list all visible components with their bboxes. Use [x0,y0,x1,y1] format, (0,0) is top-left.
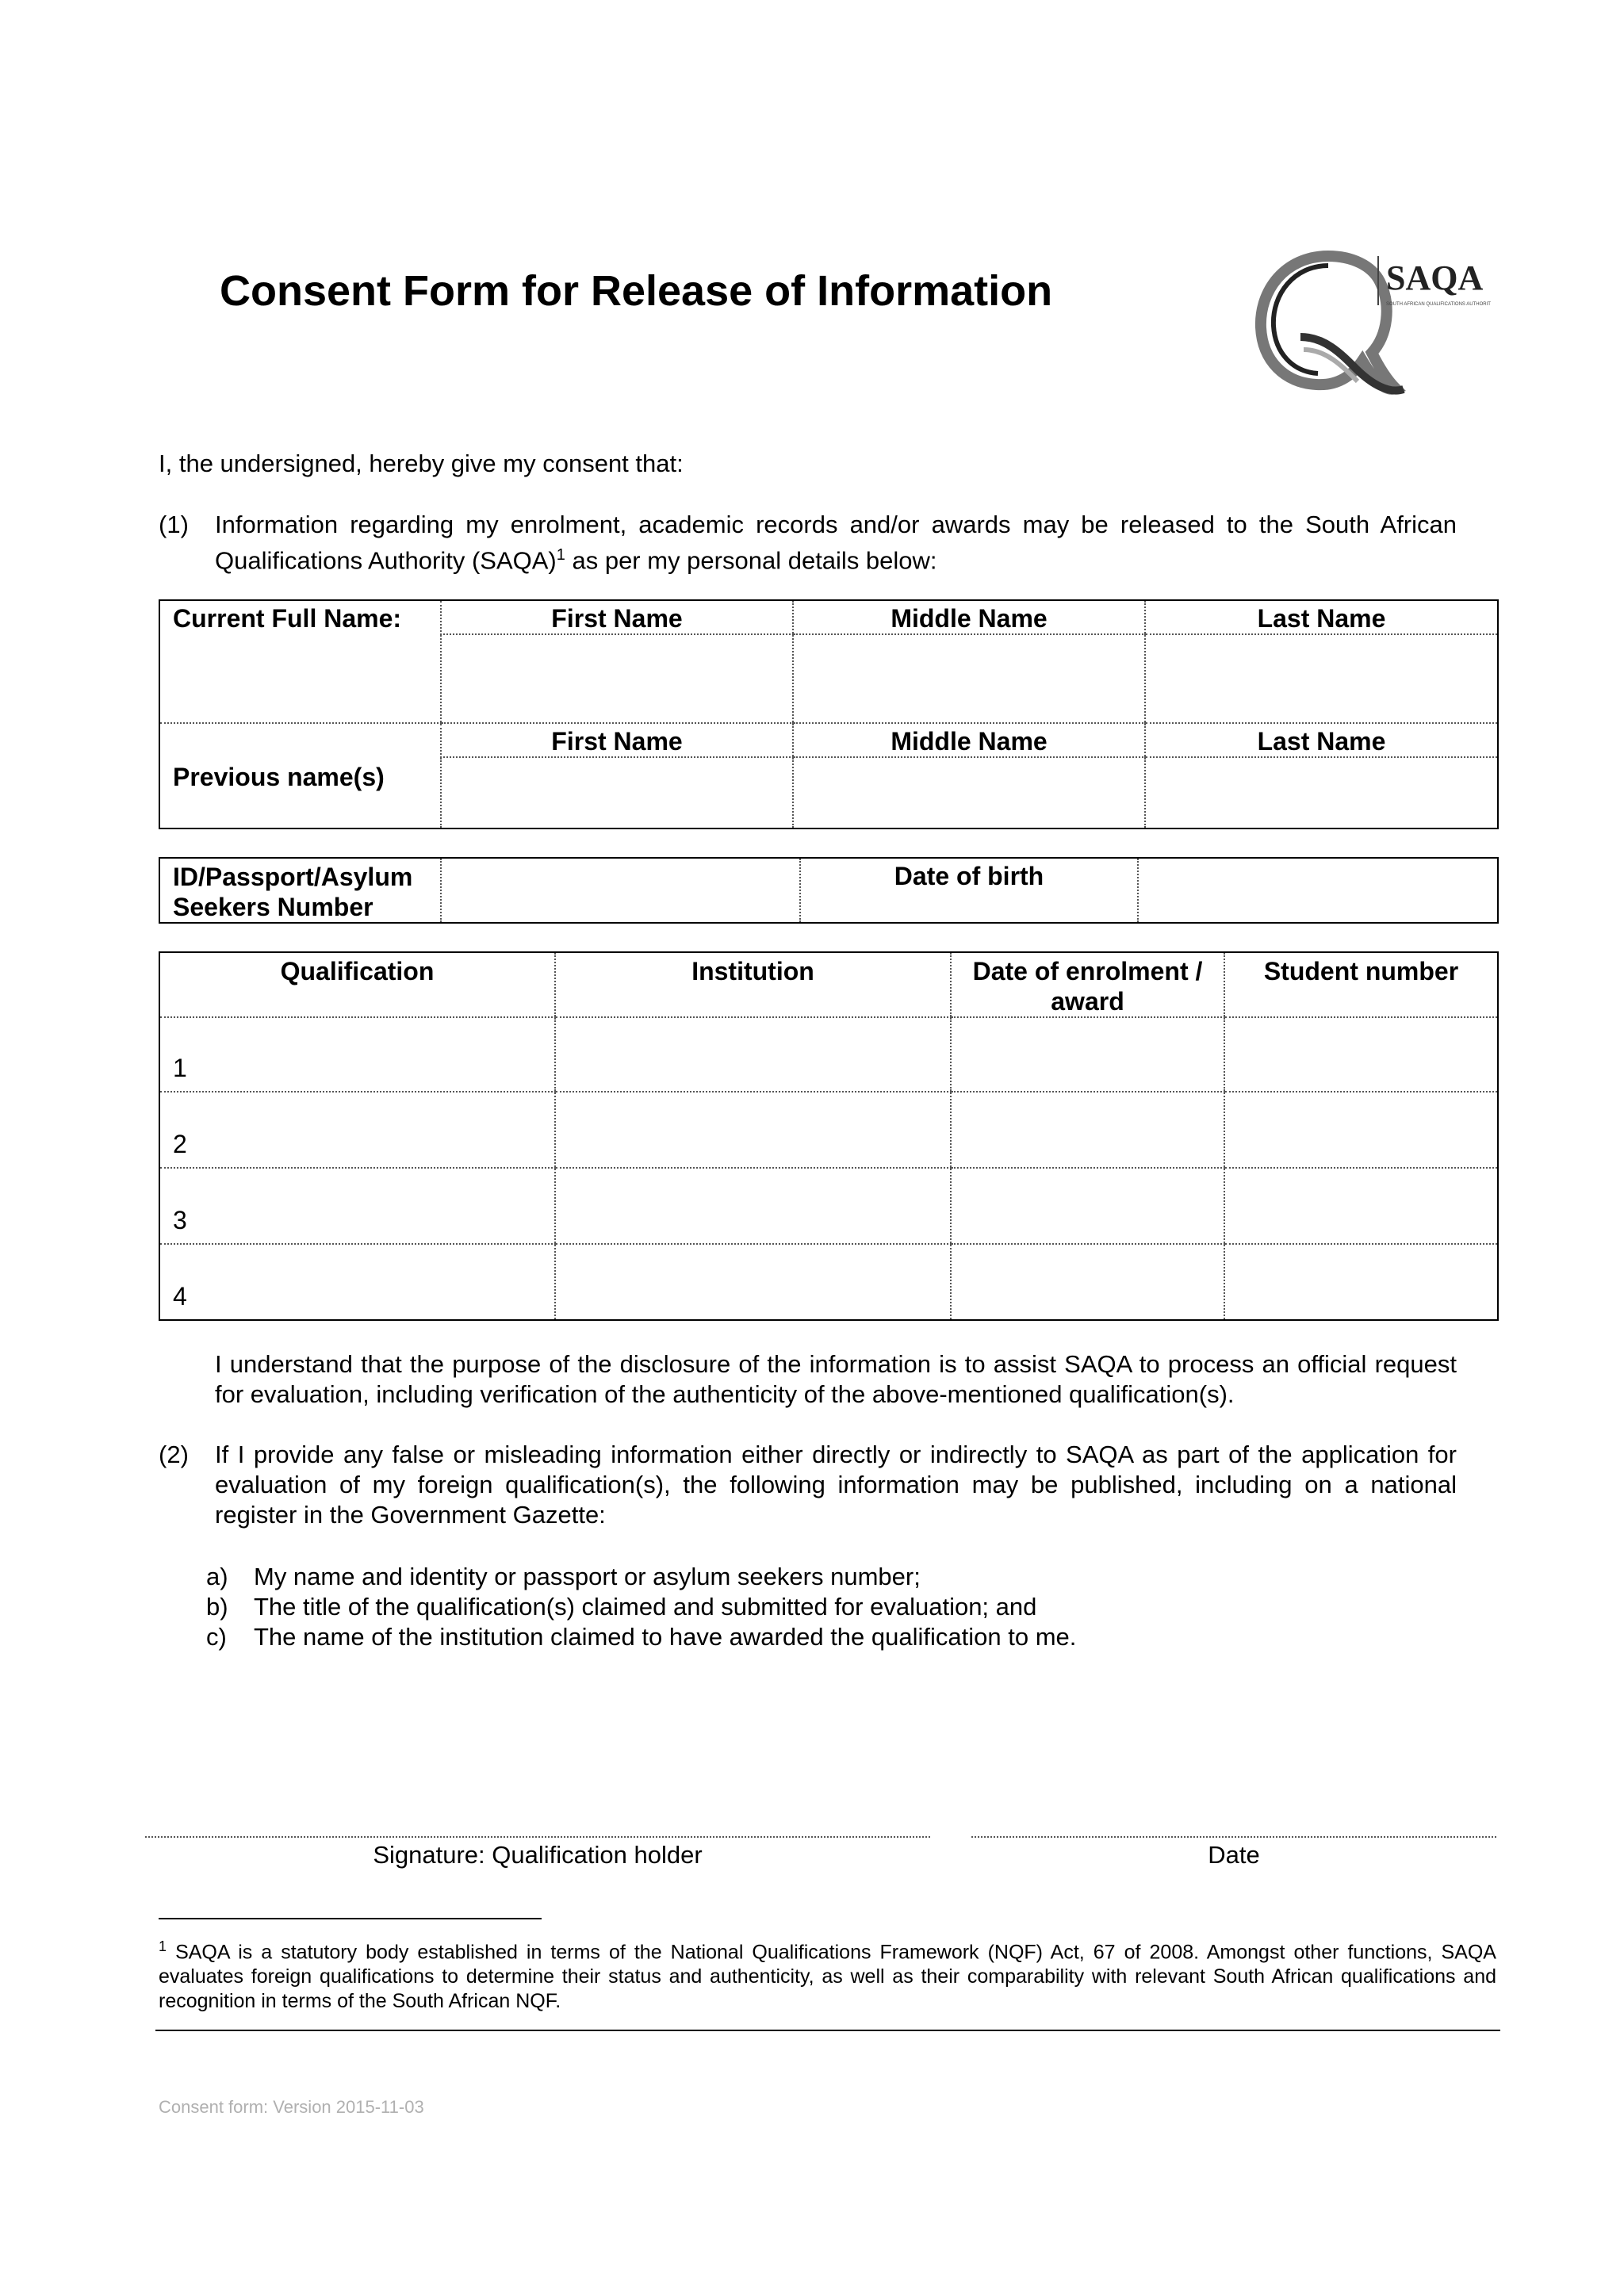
clause2-item-text: The name of the institution claimed to have awarded the qualification to me. [254,1623,1077,1651]
current-last-name-field[interactable] [1145,634,1498,723]
clause2-item-label: c) [206,1623,227,1651]
date-label: Date [1208,1841,1260,1869]
footnote-ref: 1 [556,546,565,564]
version-text: Consent form: Version 2015-11-03 [159,2097,424,2117]
current-name-label: Current Full Name: [173,604,402,633]
date-field[interactable] [951,1017,1224,1092]
clause2-text: If I provide any false or misleading information either directly or indirectly to SAQA as part of the application for evaluation of my foreign qualification(s), the following information may be published, including on a national register in the Government Gazette: [215,1441,1457,1529]
date-field[interactable] [951,1244,1224,1320]
clause2-item-label: a) [206,1563,228,1590]
saqa-q-emblem-icon [1253,242,1491,400]
current-name-spacer [159,634,441,723]
signature-line[interactable] [145,1836,930,1838]
names-table [159,599,1499,829]
previous-last-name-header: Last Name [1145,723,1498,757]
clause2-item-label: b) [206,1593,228,1621]
logo-text: SAQA [1386,258,1484,297]
current-middle-name-header: Middle Name [793,600,1145,634]
student-number-field[interactable] [1224,1017,1498,1092]
institution-field[interactable] [555,1168,951,1244]
footnote-number: 1 [159,1938,167,1954]
id-label: ID/Passport/Asylum Seekers Number [173,863,413,921]
clause2-number: (2) [159,1441,189,1468]
clause1-text: Information regarding my enrolment, academic records and/or awards may be released to the South African Qualifications Authority (SAQA)$^1$ as per my personal details below: [215,511,1457,575]
current-last-name-header: Last Name [1145,600,1498,634]
footnote-separator [159,1918,542,1919]
logo-subtitle: SOUTH AFRICAN QUALIFICATIONS AUTHORITY [1386,302,1491,307]
qualification-row-number[interactable]: 1 [159,1017,555,1092]
institution-field[interactable] [555,1092,951,1168]
clause2-item-text: My name and identity or passport or asylum seekers number; [254,1563,921,1590]
signature-label: Signature: Qualification holder [373,1841,703,1869]
student-number-field[interactable] [1224,1092,1498,1168]
institution-field[interactable] [555,1017,951,1092]
institution-field[interactable] [555,1244,951,1320]
qualification-row-number[interactable]: 3 [159,1168,555,1244]
qualification-table [159,951,1499,1321]
understand-text: I understand that the purpose of the disclosure of the information is to assist SAQA to process an official request for evaluation, including verification of the authenticity of the above-mentioned qualification(s). [215,1350,1457,1408]
student-number-header: Student number [1224,952,1498,1017]
previous-middle-name-header: Middle Name [793,723,1145,757]
current-first-name-header: First Name [441,600,793,634]
previous-name-label: Previous name(s) [173,763,385,791]
bottom-rule [155,2030,1500,2031]
qualification-row-number[interactable]: 4 [173,1282,187,1311]
qualification-header: Qualification [159,952,555,1017]
previous-first-name-field[interactable] [441,757,793,828]
student-number-field[interactable] [1224,1244,1498,1320]
clause1-number: (1) [159,511,189,538]
intro-text: I, the undersigned, hereby give my consent that: [159,450,684,477]
current-first-name-field[interactable] [441,634,793,723]
previous-last-name-field[interactable] [1145,757,1498,828]
date-field[interactable] [951,1092,1224,1168]
dob-label: Date of birth [800,858,1138,923]
clause2-item-text: The title of the qualification(s) claimed and submitted for evaluation; and [254,1593,1037,1621]
page-title: Consent Form for Release of Information [220,267,1053,315]
current-middle-name-field[interactable] [793,634,1145,723]
footnote [159,1934,1496,2014]
student-number-field[interactable] [1224,1168,1498,1244]
date-line[interactable] [971,1836,1496,1838]
date-of-enrolment-header: Date of enrolment / award [951,952,1224,1017]
institution-header: Institution [555,952,951,1017]
id-number-field[interactable] [441,858,800,923]
date-field[interactable] [951,1168,1224,1244]
qualification-row-number[interactable]: 2 [159,1092,555,1168]
footnote-text: SAQA is a statutory body established in terms of the National Qualifications Framework (NQF) Act, 67 of 2008. Amongst other functions, SAQA evaluates foreign qualifications to determine their status and authenticity, as well as their comparability with relevant South African qualifications and recognition in terms of the South African NQF. [159,1941,1496,2013]
dob-field[interactable] [1138,858,1498,923]
previous-first-name-header: First Name [441,723,793,757]
id-table [159,857,1499,924]
previous-middle-name-field[interactable] [793,757,1145,828]
saqa-logo [1253,242,1491,400]
